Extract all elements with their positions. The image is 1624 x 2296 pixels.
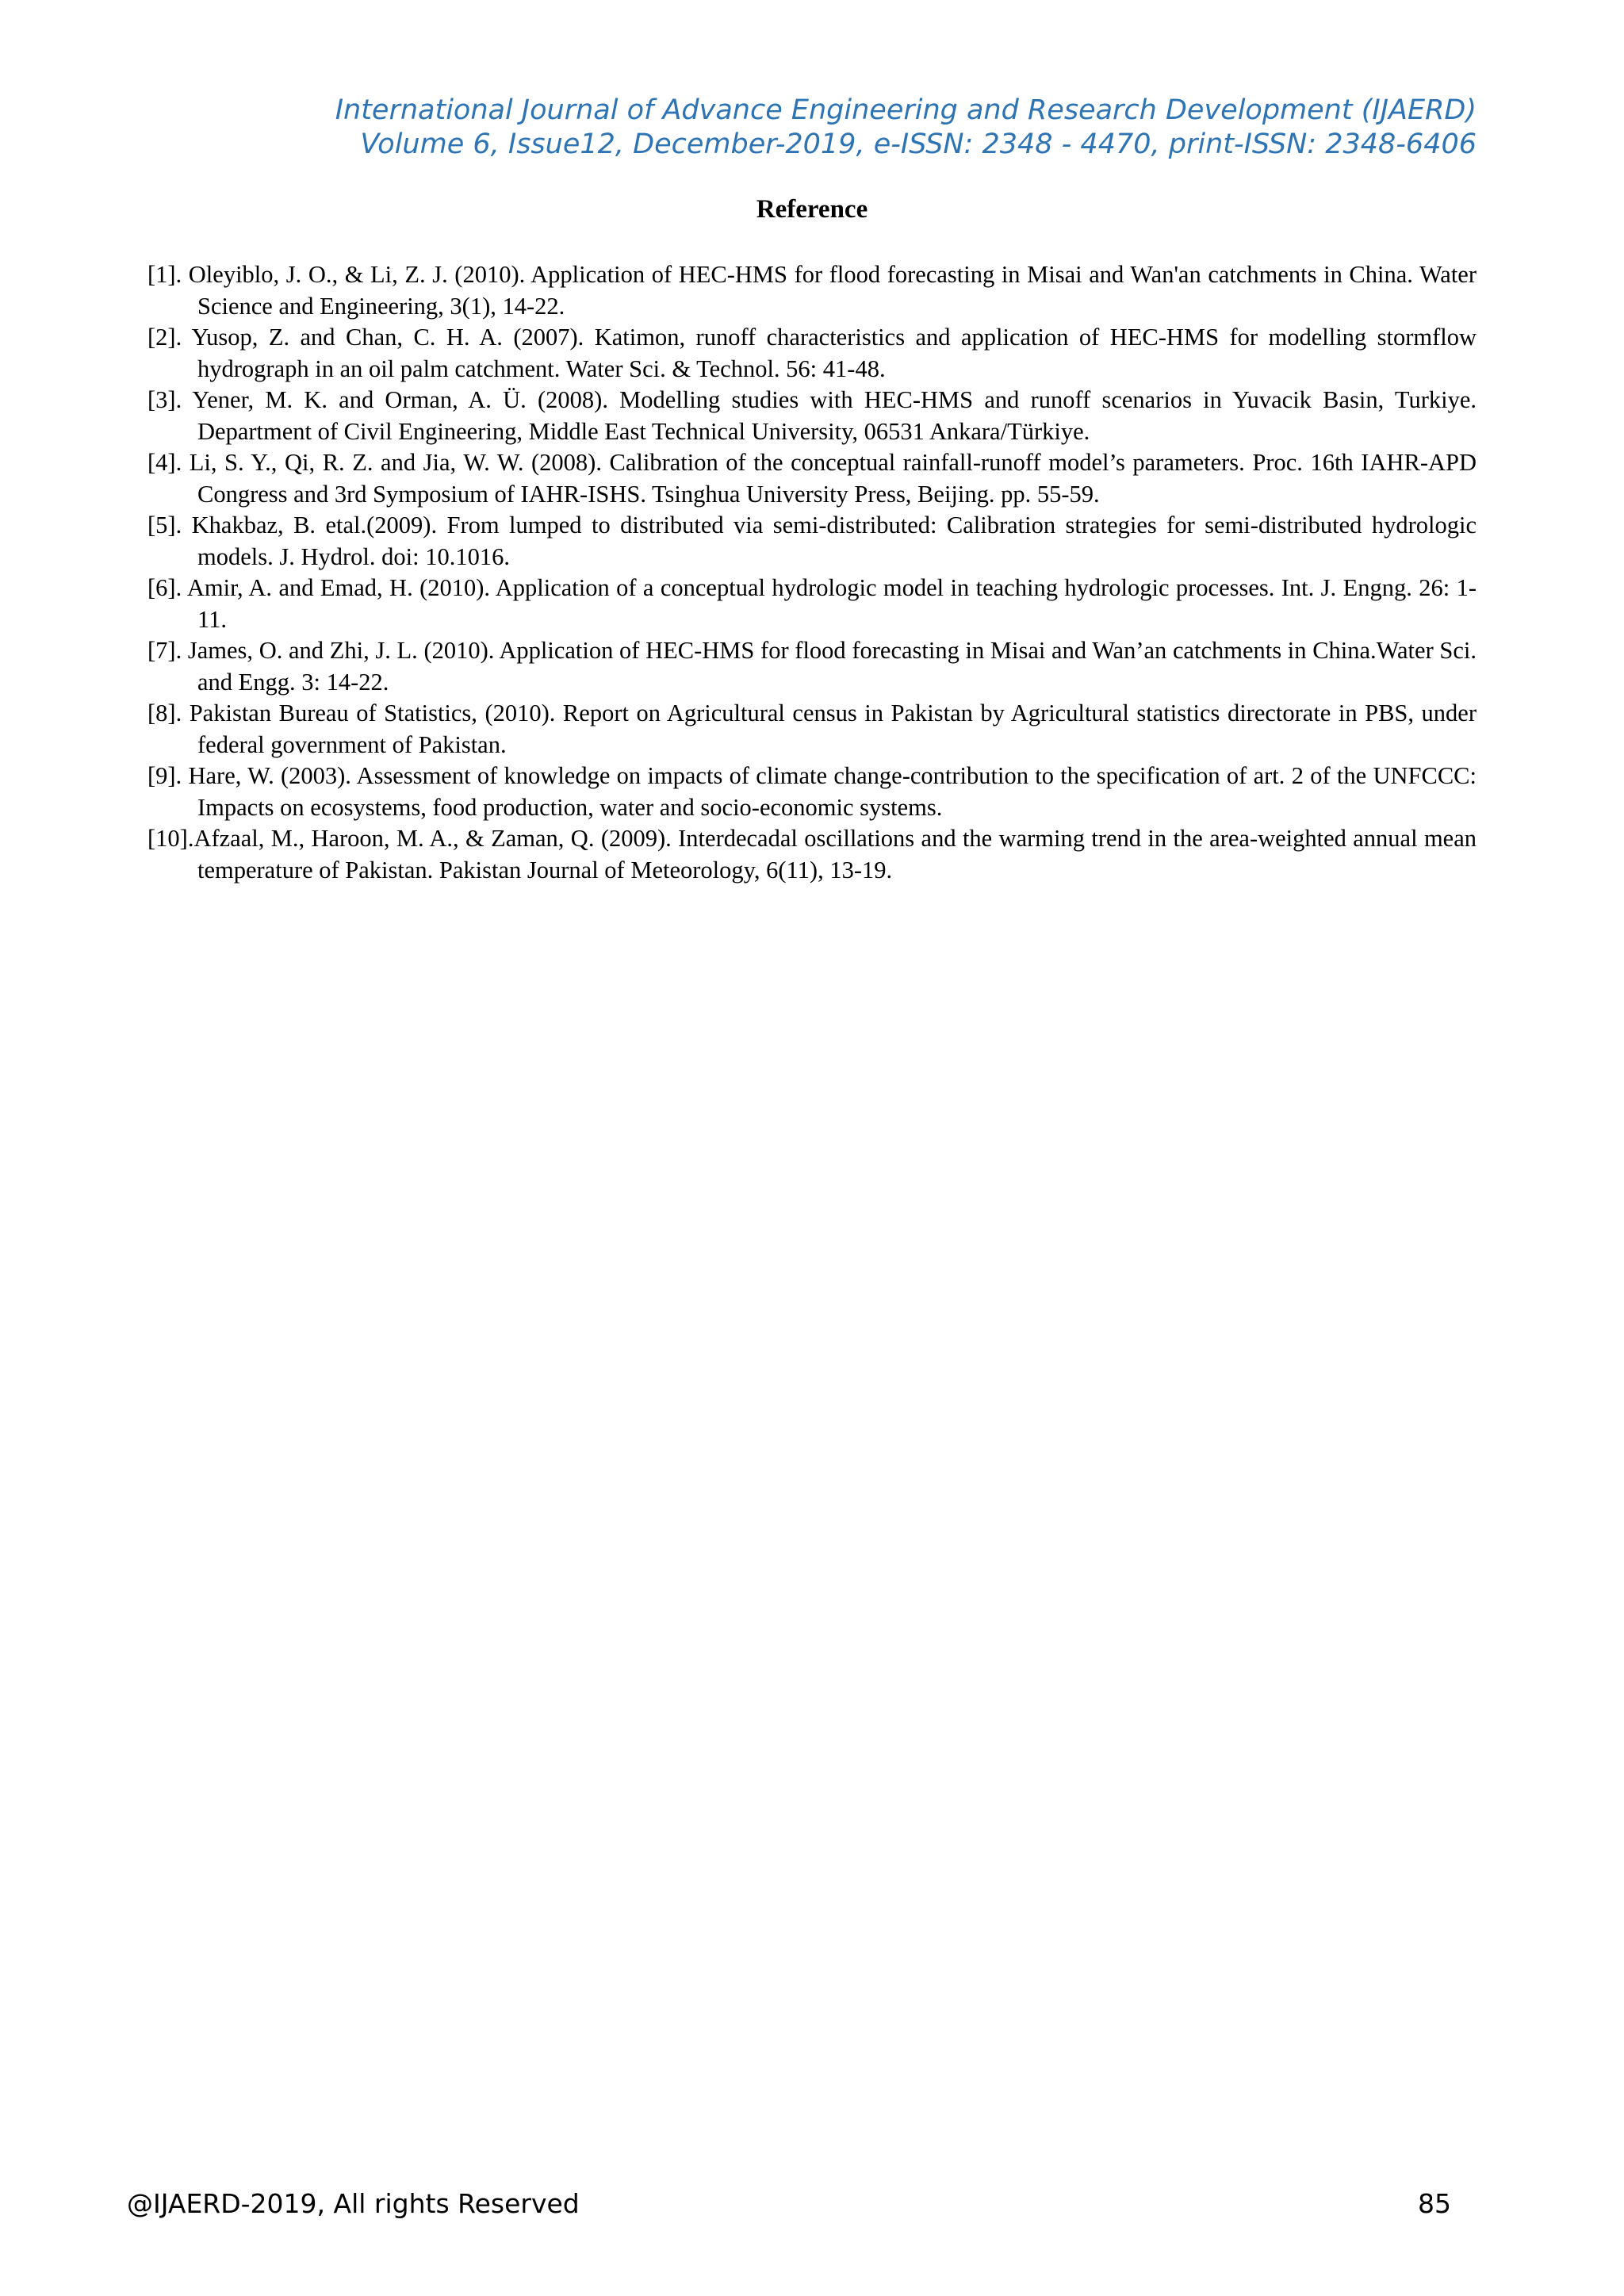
reference-item: [2]. Yusop, Z. and Chan, C. H. A. (2007). Katimon, runoff characteristics and application of HEC-HMS for modelling stormflow hydrograph in an oil palm catchment. Water Sci. & Technol. 56: 41-48. bbox=[147, 324, 1477, 382]
reference-item: [6]. Amir, A. and Emad, H. (2010). Application of a conceptual hydrologic model in teaching hydrologic processes. Int. J. Engng. 26: 1-11. bbox=[147, 574, 1477, 633]
reference-item: [9]. Hare, W. (2003). Assessment of knowledge on impacts of climate change-contribution to the specification of art. 2 of the UNFCCC: Impacts on ecosystems, food production, water and socio-economic systems. bbox=[147, 762, 1477, 821]
section-title: Reference bbox=[756, 195, 868, 224]
reference-item: [1]. Oleyiblo, J. O., & Li, Z. J. (2010). Application of HEC-HMS for flood forecasting in Misai and Wan'an catchments in China. Water Science and Engineering, 3(1), 14-22. bbox=[147, 261, 1477, 320]
reference-item: [4]. Li, S. Y., Qi, R. Z. and Jia, W. W. (2008). Calibration of the conceptual rainfall-runoff model’s parameters. Proc. 16th IAHR-APD Congress and 3rd Symposium of IAHR-ISHS. Tsinghua University Press, Beijing. pp. 55-59. bbox=[147, 449, 1477, 508]
journal-header-line-2: Volume 6, Issue12, December-2019, e-ISSN: 2348 - 4470, print-ISSN: 2348-6406 bbox=[360, 128, 1477, 160]
footer-page-number: 85 bbox=[1418, 2188, 1451, 2219]
journal-header-line-1: International Journal of Advance Engineering and Research Development (IJAERD) bbox=[335, 94, 1477, 126]
reference-item: [8]. Pakistan Bureau of Statistics, (2010). Report on Agricultural census in Pakistan by Agricultural statistics directorate in PBS, under federal government of Pakistan. bbox=[147, 700, 1477, 758]
reference-item: [5]. Khakbaz, B. etal.(2009). From lumped to distributed via semi-distributed: Calibration strategies for semi-distributed hydrologic models. J. Hydrol. doi: 10.1016. bbox=[147, 512, 1477, 570]
journal-header bbox=[238, 94, 1477, 162]
reference-list bbox=[147, 259, 1477, 886]
reference-item: [10].Afzaal, M., Haroon, M. A., & Zaman, Q. (2009). Interdecadal oscillations and the warming trend in the area-weighted annual mean temperature of Pakistan. Pakistan Journal of Meteorology, 6(11), 13-19. bbox=[147, 825, 1477, 884]
reference-item: [3]. Yener, M. K. and Orman, A. Ü. (2008). Modelling studies with HEC-HMS and runoff scenarios in Yuvacik Basin, Turkiye. Department of Civil Engineering, Middle East Technical University, 06531 Ankara/Türkiye. bbox=[147, 386, 1477, 445]
reference-item: [7]. James, O. and Zhi, J. L. (2010). Application of HEC-HMS for flood forecasting in Misai and Wan’an catchments in China.Water Sci. and Engg. 3: 14-22. bbox=[147, 637, 1477, 696]
footer-copyright: @IJAERD-2019, All rights Reserved bbox=[127, 2188, 580, 2219]
